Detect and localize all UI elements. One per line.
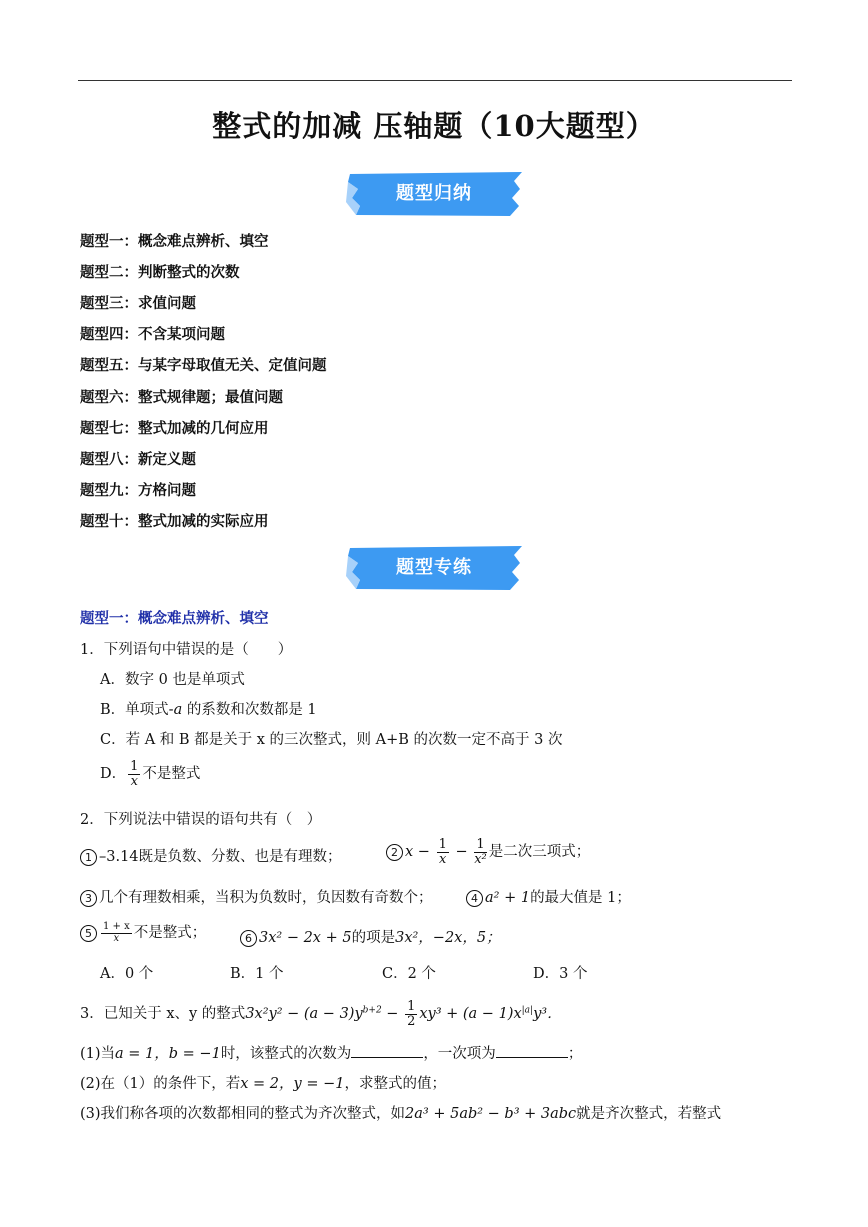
question-2-stem: 2．下列说法中错误的语句共有（ ） <box>80 812 322 828</box>
topic-item: 题型一：概念难点辨析、填空 <box>80 233 269 250</box>
option-b-variable: a <box>173 702 183 718</box>
part-text: ，一次项为 <box>423 1046 496 1062</box>
question-1-option-d <box>100 760 200 788</box>
math-expression: a² + 1 <box>485 890 531 906</box>
fraction-numerator: 1 <box>474 838 487 853</box>
fraction-numerator: 1 + x <box>103 921 130 932</box>
question-1-option-a: A．数字 0 也是单项式 <box>100 672 245 688</box>
math-expression: 3x²，−2x，5； <box>395 930 501 946</box>
topic-item: 题型四：不含某项问题 <box>80 326 225 343</box>
question-1-option-c: C．若 A 和 B 都是关于 x 的三次整式，则 A+B 的次数一定不高于 3 次 <box>100 732 563 748</box>
question-3-stem <box>80 1000 562 1028</box>
section-heading: 题型一：概念难点辨析、填空 <box>80 610 269 627</box>
circled-number: 3 <box>80 890 97 907</box>
math-expression: 3x² − 2x + 5 <box>259 930 352 946</box>
statement-text: 的最大值是 1； <box>530 890 631 906</box>
header-rule <box>78 80 792 81</box>
part-text: ； <box>567 1046 583 1062</box>
topic-item: 题型十：整式加减的实际应用 <box>80 513 269 530</box>
question-2-option-d: D．3 个 <box>533 966 588 982</box>
topic-item: 题型二：判断整式的次数 <box>80 264 240 281</box>
fraction <box>128 760 140 788</box>
math-expression: y³． <box>533 1006 562 1023</box>
statement-text: –3.14既是负数、分数、也是有理数； <box>99 849 342 865</box>
answer-blank[interactable] <box>351 1043 423 1058</box>
circled-number: 6 <box>240 930 257 947</box>
answer-blank[interactable] <box>496 1043 568 1058</box>
fraction-denominator: x <box>130 773 138 789</box>
question-2-option-b: B．1 个 <box>230 966 284 982</box>
circled-number: 5 <box>80 925 97 942</box>
question-2-statement-2 <box>386 838 590 866</box>
banner-practice-label: 题型专练 <box>396 557 472 578</box>
math-exponent: b+2 <box>362 1005 382 1016</box>
statement-text: 是二次三项式； <box>488 844 591 861</box>
topic-item: 题型六：整式规律题；最值问题 <box>80 389 283 406</box>
question-2-statement-5 <box>80 921 206 944</box>
topic-item: 题型七：整式加减的几何应用 <box>80 420 269 437</box>
math-operator: − <box>413 844 435 861</box>
question-2-statement-4 <box>466 886 631 907</box>
circled-number: 2 <box>386 844 403 861</box>
question-2-statement-3 <box>80 886 433 907</box>
math-operator: − <box>381 1006 404 1023</box>
math-expression: xy³ + (a − 1)x <box>419 1006 522 1023</box>
page-title: 整式的加减 压轴题（10大题型） <box>212 109 656 143</box>
statement-text: 不是整式； <box>133 925 207 941</box>
math-expression: x = 2，y = −1 <box>240 1076 345 1092</box>
part-text: 就是齐次整式，若整式 <box>576 1106 722 1122</box>
fraction-numerator: 1 <box>407 999 416 1014</box>
fraction <box>101 922 132 944</box>
question-3-part-2 <box>80 1072 446 1093</box>
part-prefix: (2)在（1）的条件下，若 <box>80 1076 241 1092</box>
stem-prefix: 3．已知关于 x、y 的整式 <box>80 1006 246 1023</box>
question-2-statement-6 <box>240 926 501 947</box>
topic-item: 题型九：方格问题 <box>80 482 196 499</box>
circled-number: 1 <box>80 849 97 866</box>
question-1-option-b <box>100 698 317 719</box>
fraction-denominator: x <box>439 851 447 867</box>
part-prefix: (1)当 <box>80 1046 116 1062</box>
option-d-suffix: 不是整式 <box>142 766 201 783</box>
part-prefix: (3)我们称各项的次数都相同的整式为齐次整式，如 <box>80 1106 406 1122</box>
fraction <box>474 838 487 866</box>
option-b-prefix: B．单项式- <box>100 702 174 718</box>
banner-summary-label: 题型归纳 <box>396 183 472 204</box>
math-variable: x <box>405 844 414 861</box>
question-3-part-1 <box>80 1042 582 1063</box>
fraction-numerator: 1 <box>438 837 447 852</box>
topic-item: 题型三：求值问题 <box>80 295 196 312</box>
fraction-denominator: 2 <box>407 1013 416 1029</box>
statement-text: 的项是 <box>351 930 396 946</box>
fraction-denominator: x² <box>474 851 487 867</box>
part-text: ，求整式的值； <box>344 1076 446 1092</box>
question-3-part-3 <box>80 1102 721 1123</box>
question-1-stem: 1．下列语句中错误的是（ ） <box>80 642 293 658</box>
math-exponent: |a| <box>521 1005 534 1016</box>
question-2-option-a: A．0 个 <box>100 966 154 982</box>
banner-summary <box>346 172 522 216</box>
math-expression: 2a³ + 5ab² − b³ + 3abc <box>405 1106 577 1122</box>
circled-number: 4 <box>466 890 483 907</box>
fraction-denominator: x <box>113 932 120 944</box>
option-d-prefix: D． <box>100 766 127 783</box>
part-text: 时，该整式的次数为 <box>220 1046 352 1062</box>
fraction-numerator: 1 <box>130 759 139 774</box>
banner-practice <box>346 546 522 590</box>
math-expression: a = 1，b = −1 <box>115 1046 221 1062</box>
topic-item: 题型八：新定义题 <box>80 451 196 468</box>
question-2-option-c: C．2 个 <box>382 966 436 982</box>
math-expression: 3x²y² − (a − 3)y <box>245 1006 363 1023</box>
fraction <box>405 1000 417 1028</box>
statement-text: 几个有理数相乘，当积为负数时，负因数有奇数个； <box>99 890 433 906</box>
option-b-suffix: 的系数和次数都是 1 <box>182 702 317 718</box>
topic-item: 题型五：与某字母取值无关、定值问题 <box>80 357 327 374</box>
math-operator: − <box>450 844 473 861</box>
fraction <box>437 838 449 866</box>
question-2-statement-1 <box>80 845 342 866</box>
